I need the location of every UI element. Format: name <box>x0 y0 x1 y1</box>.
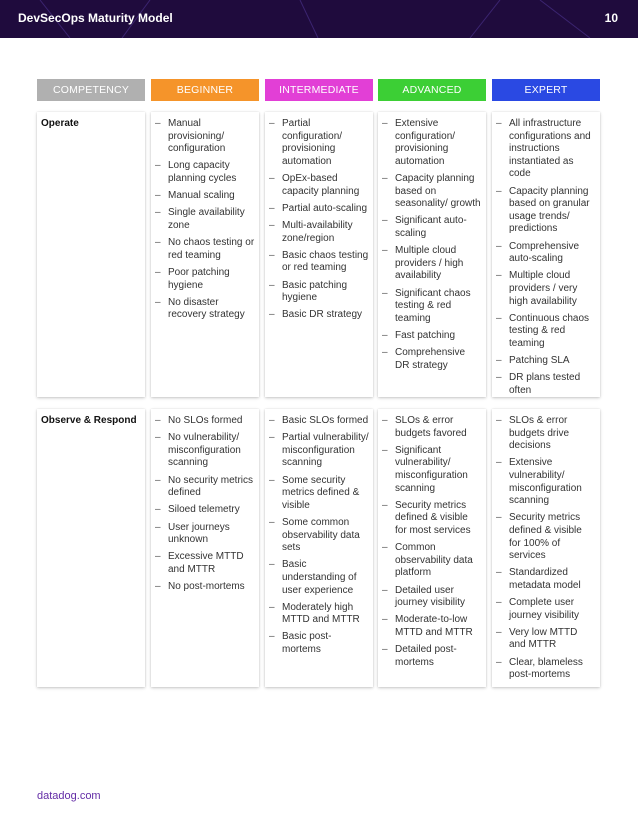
list-item: – SLOs & error budgets drive decisions <box>496 415 596 453</box>
row-label: Operate <box>41 118 79 129</box>
header-beginner: BEGINNER <box>151 79 259 101</box>
list-item: – Basic understanding of user experience <box>269 559 369 597</box>
footer-link[interactable]: datadog.com <box>37 790 101 802</box>
item-list <box>151 112 259 322</box>
list-item: – Basic DR strategy <box>269 309 369 322</box>
list-item: – Manual scaling <box>155 190 255 203</box>
list-item: – Comprehensive auto-scaling <box>496 241 596 266</box>
row-label: Observe & Respond <box>41 415 137 426</box>
list-item: – SLOs & error budgets favored <box>382 415 482 440</box>
header-advanced: ADVANCED <box>378 79 486 101</box>
expert-cell <box>492 112 600 397</box>
intermediate-cell <box>265 409 373 687</box>
intermediate-cell <box>265 112 373 397</box>
list-item: – Fast patching <box>382 330 482 343</box>
list-item: – Multi-availability zone/region <box>269 220 369 245</box>
list-item: – Continuous chaos testing & red teaming <box>496 313 596 351</box>
advanced-cell <box>378 409 486 687</box>
list-item: – Comprehensive DR strategy <box>382 347 482 372</box>
page-number: 10 <box>604 11 618 25</box>
beginner-cell <box>151 409 259 687</box>
list-item: – All infrastructure configurations and instructions instantiated as code <box>496 118 596 181</box>
header-expert: EXPERT <box>492 79 600 101</box>
list-item: – Partial auto-scaling <box>269 203 369 216</box>
list-item: – Security metrics defined & visible for most services <box>382 500 482 538</box>
list-item: – Capacity planning based on seasonality/ growth <box>382 173 482 211</box>
list-item: – Basic patching hygiene <box>269 280 369 305</box>
competency-cell <box>37 409 145 687</box>
list-item: – No post-mortems <box>155 581 255 594</box>
list-item: – Siloed telemetry <box>155 504 255 517</box>
item-list <box>265 112 373 322</box>
list-item: – Single availability zone <box>155 207 255 232</box>
list-item: – DR plans tested often <box>496 372 596 397</box>
list-item: – Basic SLOs formed <box>269 415 369 428</box>
row-operate <box>37 112 600 397</box>
table-header-row <box>37 79 600 101</box>
list-item: – Security metrics defined & visible for 100% of services <box>496 512 596 562</box>
item-list <box>492 409 600 682</box>
list-item: – Significant chaos testing & red teaming <box>382 288 482 326</box>
list-item: – User journeys unknown <box>155 522 255 547</box>
competency-cell <box>37 112 145 397</box>
list-item: – Common observability data platform <box>382 542 482 580</box>
list-item: – No chaos testing or red teaming <box>155 237 255 262</box>
list-item: – Very low MTTD and MTTR <box>496 627 596 652</box>
row-observe-respond <box>37 409 600 687</box>
item-list <box>378 409 486 669</box>
list-item: – Extensive configuration/ provisioning automation <box>382 118 482 168</box>
list-item: – Excessive MTTD and MTTR <box>155 551 255 576</box>
beginner-cell <box>151 112 259 397</box>
top-bar <box>0 0 638 38</box>
list-item: – Extensive vulnerability/ misconfiguration scanning <box>496 457 596 507</box>
list-item: – No SLOs formed <box>155 415 255 428</box>
list-item: – Detailed user journey visibility <box>382 585 482 610</box>
list-item: – Some security metrics defined & visible <box>269 475 369 513</box>
item-list <box>492 112 600 397</box>
item-list <box>265 409 373 657</box>
list-item: – Significant auto-scaling <box>382 215 482 240</box>
list-item: – Partial configuration/ provisioning automation <box>269 118 369 168</box>
list-item: – Some common observability data sets <box>269 517 369 555</box>
list-item: – Clear, blameless post-mortems <box>496 657 596 682</box>
header-competency: COMPETENCY <box>37 79 145 101</box>
list-item: – Poor patching hygiene <box>155 267 255 292</box>
list-item: – Significant vulnerability/ misconfiguration scanning <box>382 445 482 495</box>
list-item: – Basic post-mortems <box>269 631 369 656</box>
list-item: – Multiple cloud providers / very high availability <box>496 270 596 308</box>
header-intermediate: INTERMEDIATE <box>265 79 373 101</box>
list-item: – Standardized metadata model <box>496 567 596 592</box>
list-item: – Basic chaos testing or red teaming <box>269 250 369 275</box>
list-item: – Patching SLA <box>496 355 596 368</box>
list-item: – Moderately high MTTD and MTTR <box>269 602 369 627</box>
list-item: – No security metrics defined <box>155 475 255 500</box>
item-list <box>151 409 259 594</box>
list-item: – Detailed post-mortems <box>382 644 482 669</box>
list-item: – Complete user journey visibility <box>496 597 596 622</box>
list-item: – No disaster recovery strategy <box>155 297 255 322</box>
list-item: – Manual provisioning/ configuration <box>155 118 255 156</box>
document-title: DevSecOps Maturity Model <box>18 11 173 25</box>
list-item: – Multiple cloud providers / high availability <box>382 245 482 283</box>
advanced-cell <box>378 112 486 397</box>
list-item: – No vulnerability/ misconfiguration scanning <box>155 432 255 470</box>
list-item: – Moderate-to-low MTTD and MTTR <box>382 614 482 639</box>
item-list <box>378 112 486 372</box>
list-item: – Long capacity planning cycles <box>155 160 255 185</box>
list-item: – Partial vulnerability/ misconfiguration scanning <box>269 432 369 470</box>
list-item: – OpEx-based capacity planning <box>269 173 369 198</box>
expert-cell <box>492 409 600 687</box>
list-item: – Capacity planning based on granular usage trends/ predictions <box>496 186 596 236</box>
